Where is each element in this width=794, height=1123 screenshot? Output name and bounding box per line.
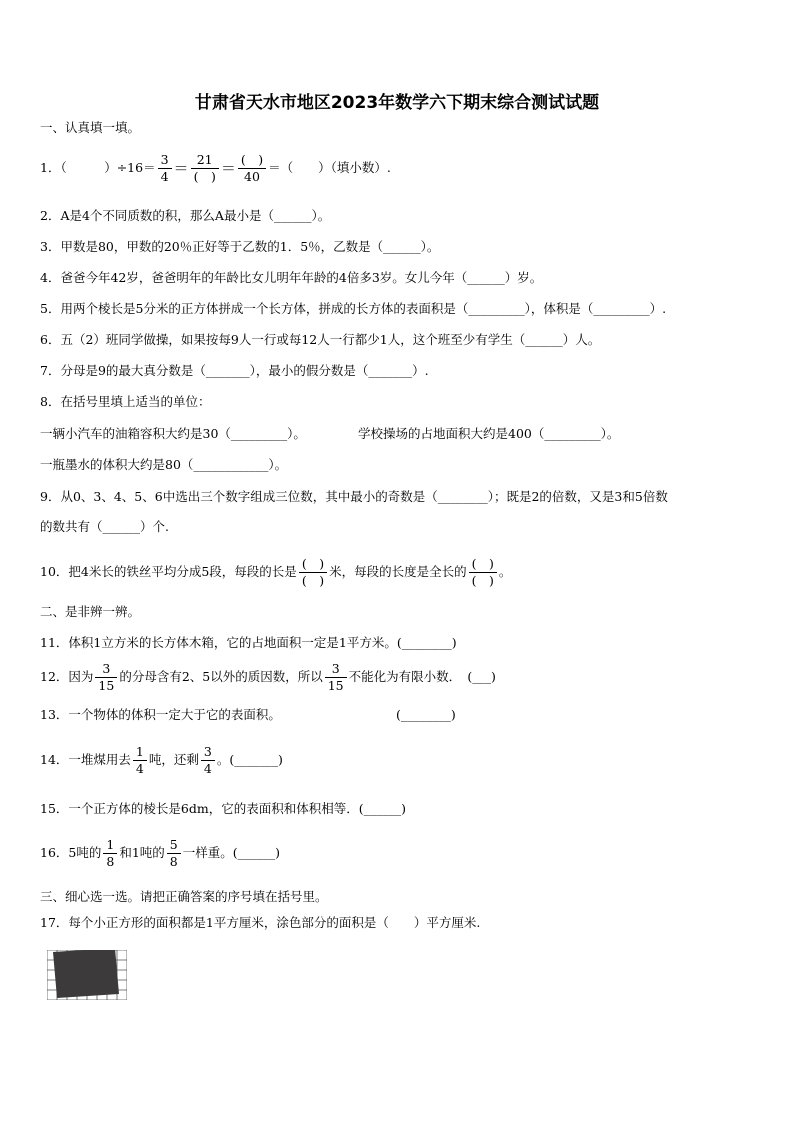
question-3: 3．甲数是80，甲数的20％正好等于乙数的1．5％，乙数是（______）。 [40, 239, 440, 254]
q14-fraction-2: $\frac{3}{4}$ [201, 744, 215, 777]
question-1: 1．（ ）÷16＝ $\frac{3}{4}$ ＝ $\frac{21}{( )}$ ＝ $\frac{( )}{40}$ ＝（ ）（填小数）. [40, 152, 391, 184]
grid-with-shaded-square [47, 950, 127, 1000]
question-8-line-1a: 一辆小汽车的油箱容积大约是30（_________）。 [40, 426, 306, 441]
question-11: 11．体积1立方米的长方体木箱，它的占地面积一定是1平方米。(________) [40, 635, 457, 650]
question-14: 14．一堆煤用去 $\frac{1}{4}$ 吨，还剩 $\frac{3}{4}$ 。(_______) [40, 744, 283, 776]
section-heading-1: 一、认真填一填。 [40, 120, 141, 135]
q1-fraction-2: $\frac{21}{( )}$ [191, 152, 219, 185]
question-8-heading: 8．在括号里填上适当的单位： [40, 394, 211, 409]
question-6: 6．五（2）班同学做操，如果按每9人一行或每12人一行都少1人，这个班至少有学生（______）人。 [40, 332, 601, 347]
question-15: 15．一个正方体的棱长是6dm，它的表面积和体积相等．(______) [40, 801, 406, 816]
shaded-tilted-square [53, 950, 119, 998]
q16-fraction-1: $\frac{1}{8}$ [103, 837, 117, 870]
question-4: 4．爸爸今年42岁，爸爸明年的年龄比女儿明年年龄的4倍多3岁。女儿今年（______）岁。 [40, 270, 543, 285]
q10-fraction-1: $\frac{( )}{( )}$ [299, 556, 327, 589]
question-12: 12．因为 $\frac{3}{15}$ 的分母含有2、5以外的质因数，所以 $\frac{3}{15}$ 不能化为有限小数． (___) [40, 661, 496, 693]
question-13: 13．一个物体的体积一定大于它的表面积。 [40, 707, 281, 722]
q1-tail: ＝（ ）（填小数）. [268, 160, 391, 175]
q16-fraction-2: $\frac{5}{8}$ [167, 837, 181, 870]
question-8-line-2: 一瓶墨水的体积大约是80（____________）。 [40, 457, 288, 472]
question-5: 5．用两个棱长是5分米的正方体拼成一个长方体，拼成的长方体的表面积是（_________），体积是（_________）. [40, 301, 667, 316]
q1-fraction-1: $\frac{3}{4}$ [158, 152, 172, 185]
question-2: 2．A是4个不同质数的积，那么A最小是（______）。 [40, 208, 331, 223]
question-13-answer: (________) [396, 707, 456, 722]
question-7: 7．分母是9的最大真分数是（_______），最小的假分数是（_______）. [40, 363, 429, 378]
question-10: 10．把4米长的铁丝平均分成5段，每段的长是 $\frac{( )}{( )}$ 米，每段的长度是全长的 $\frac{( )}{( )}$ 。 [40, 556, 512, 588]
q14-fraction-1: $\frac{1}{4}$ [133, 744, 147, 777]
q17-grid-figure [47, 950, 127, 1003]
page-title: 甘肃省天水市地区2023年数学六下期末综合测试试题 [194, 93, 600, 113]
q10-fraction-2: $\frac{( )}{( )}$ [469, 556, 497, 589]
question-17: 17．每个小正方形的面积都是1平方厘米，涂色部分的面积是（ ）平方厘米. [40, 915, 481, 930]
question-8-line-1b: 学校操场的占地面积大约是400（_________）。 [358, 426, 620, 441]
question-9-line-2: 的数共有（______）个. [40, 519, 169, 534]
q1-text: 1．（ ）÷16＝ [40, 160, 156, 175]
q12-fraction-2: $\frac{3}{15}$ [325, 661, 347, 694]
section-heading-2: 二、是非辨一辨。 [40, 604, 141, 619]
q1-fraction-3: $\frac{( )}{40}$ [238, 152, 266, 185]
question-16: 16．5吨的 $\frac{1}{8}$ 和1吨的 $\frac{5}{8}$ 一样重。(______) [40, 837, 280, 869]
section-heading-3: 三、细心选一选。请把正确答案的序号填在括号里。 [40, 889, 328, 904]
q12-fraction-1: $\frac{3}{15}$ [95, 661, 117, 694]
question-9-line-1: 9．从0、3、4、5、6中选出三个数字组成三位数，其中最小的奇数是（________）；既是2的倍数，又是3和5倍数 [40, 489, 668, 504]
